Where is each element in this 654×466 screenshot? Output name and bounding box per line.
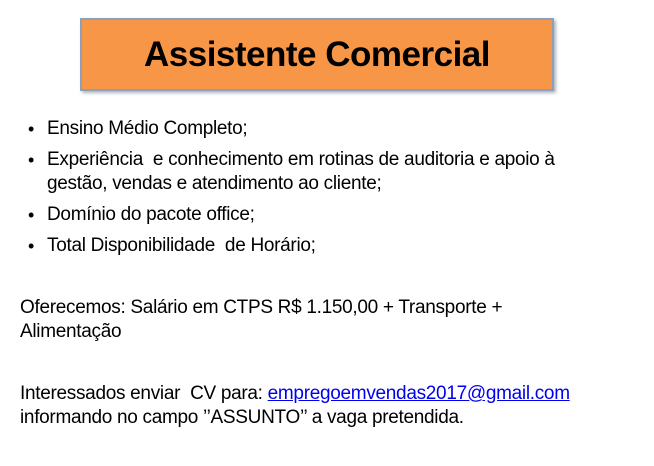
list-item bbox=[20, 117, 640, 141]
bullet-line: • Ensino Médio Completo; bbox=[47, 118, 248, 139]
bullet-line: • Total Disponibilidade de Horário; bbox=[47, 235, 316, 256]
title-banner bbox=[80, 18, 554, 91]
contact-line1-text: Interessados enviar CV para: bbox=[20, 383, 268, 404]
requirements-list bbox=[20, 117, 640, 265]
contact-line: informando no campo ’’ASSUNTO’’ a vaga pretendida. bbox=[20, 407, 464, 428]
email-link[interactable]: empregoemvendas2017@gmail.com bbox=[267, 383, 570, 404]
bullet-line: gestão, vendas e atendimento ao cliente; bbox=[47, 173, 382, 194]
offer-paragraph bbox=[20, 296, 640, 344]
bullet-line: • Experiência e conhecimento em rotinas de auditoria e apoio à bbox=[47, 149, 555, 170]
list-item bbox=[20, 203, 640, 227]
bullet-line: • Domínio do pacote office; bbox=[47, 204, 255, 225]
offer-line: Oferecemos: Salário em CTPS R$ 1.150,00 + Transporte + bbox=[20, 297, 503, 318]
contact-line bbox=[20, 382, 650, 406]
list-item bbox=[20, 234, 640, 258]
offer-line: Alimentação bbox=[20, 321, 122, 342]
contact-paragraph bbox=[20, 382, 650, 430]
page-title: Assistente Comercial bbox=[144, 34, 490, 74]
list-item bbox=[20, 148, 640, 196]
